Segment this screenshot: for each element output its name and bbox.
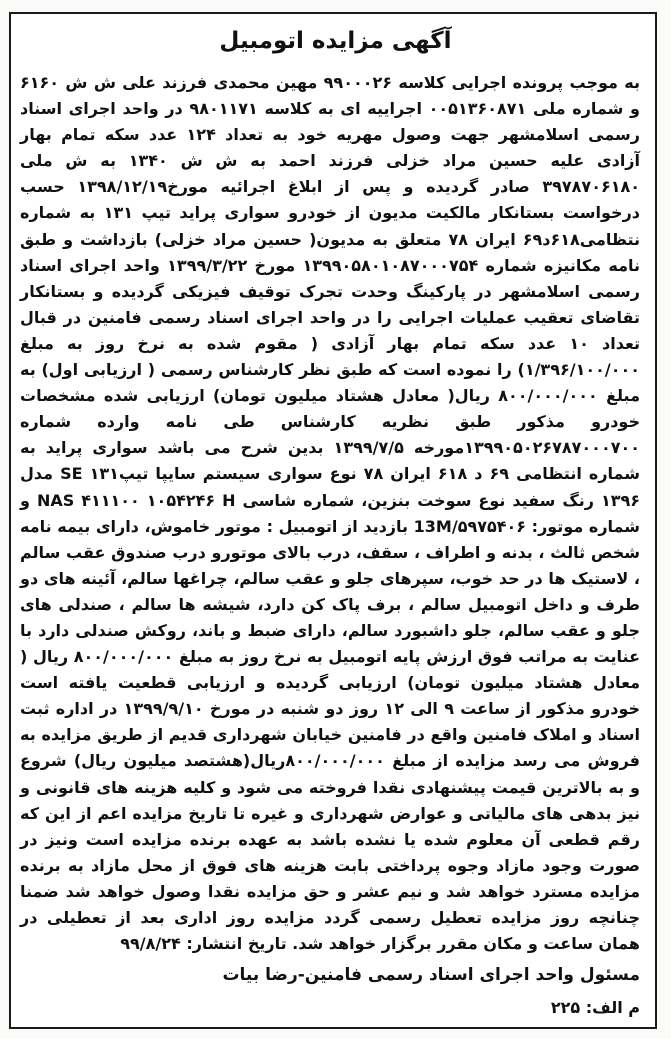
notice-signature: مسئول واحد اجرای اسناد رسمی فامنین-رضا بیات (222, 965, 640, 985)
notice-body: به موجب پرونده اجرایی کلاسه ۹۹۰۰۰۲۶ مهین محمدی فرزند علی ش ش ۶۱۶۰ و شماره ملی ۰۰۵۱۳۶۰۸۷۱ اجراییه ای به کلاسه ۹۸۰۱۱۷۱ در واحد اجرای اسناد رسمی اسلامشهر جهت وصول مهریه خود به تعداد ۱۲۴ عدد سکه تمام بهار آزادی علیه حسین مراد خزلی فرزند احمد به ش ش ۱۳۴۰ به ش ملی ۳۹۷۸۷۰۶۱۸۰ صادر گردیده و پس از ابلاغ اجرائیه مورخ۱۳۹۸/۱۲/۱۹ حسب درخواست بستانکار مالکیت مدیون از خودرو سواری پراید تیپ ۱۳۱ به شماره نتظامی۶۱۸د۶۹ ایران ۷۸ متعلق به مدیون( حسین مراد خزلی) بازداشت و طبق نامه مکانیزه شماره ۱۳۹۹۰۵۸۰۱۰۸۷۰۰۰۷۵۴ مورخ ۱۳۹۹/۳/۲۲ واحد اجرای اسناد رسمی اسلامشهر در پارکینگ وحدت تجرک توقیف فیزیکی گردیده و بستانکار تقاضای تعقیب عملیات اجرایی را در واحد اجرای اسناد رسمی فامنین در قبال تعداد ۱۰ عدد سکه تمام بهار آزادی ( مقوم شده به نرخ روز به مبلغ ۱/۳۹۶/۱۰۰/۰۰۰) را نموده است که طبق نظر کارشناس رسمی ( ارزیابی اول) به مبلغ ۸۰۰/۰۰۰/۰۰۰ ریال( معادل هشتاد میلیون تومان) ارزیابی شده مشخصات خودرو مذکور طبق نظریه کارشناس طی نامه وارده شماره ۱۳۹۹۰۵۰۲۶۷۸۷۰۰۰۷۰۰مورخه ۱۳۹۹/۷/۵ بدین شرح می باشد سواری پراید به شماره انتظامی ۶۹ د ۶۱۸ ایران ۷۸ نوع سواری سیستم سایپا تیپ۱۳۱ SE مدل ۱۳۹۶ رنگ سفید نوع سوخت بنزین، شماره شاسی NAS ۴۱۱۱۰۰ ۱۰۵۴۲۴۶ H و شماره موتور: 13M/۵۹۷۵۴۰۶ بازدید از اتومبیل : موتور خاموش، دارای بیمه نامه شخص ثالث ، بدنه و اطراف ، سقف، درب بالای موتورو درب صندوق عقب سالم ، لاستیک ها در حد خوب، سپرهای جلو و عقب سالم، چراغها سالم، آئینه های دو طرف و داخل اتومبیل سالم ، برف پاک کن دارد، شیشه ها سالم ، صندلی های جلو و عقب سالم، جلو داشبورد سالم، دارای ضبط و باند، روکش صندلی دارد با عنایت به مراتب فوق ارزش پایه اتومبیل به نرخ روز به مبلغ ۸۰۰/۰۰۰/۰۰۰ ریال ( معادل هشتاد میلیون تومان) ارزیابی گردیده و ارزیابی قطعیت یافته است خودرو مذکور از ساعت ۹ الی ۱۲ روز دو شنبه در مورخ ۱۳۹۹/۹/۱۰ در اداره ثبت اسناد و املاک فامنین واقع در فامنین خیابان شهرداری قدیم از طریق مزایده به فروش می رسد مزایده از مبلغ ۸۰۰/۰۰۰/۰۰۰ریال(هشتصد میلیون ریال) شروع و به بالاترین قیمت پیشنهادی نقدا فروخته می شود و کلیه هزینه های قانونی و نیز بدهی های مالیاتی و عوارض شهرداری و غیره تا تاریخ مزایده اعم از این که رقم قطعی آن معلوم شده یا نشده باشد به عهده برنده مزایده است ونیز در صورت وجود مازاد وجوه پرداختی بابت هزینه های فوق از محل مازاد به برنده مزایده مسترد خواهد شد و نیم عشر و حق مزایده نقدا وصول خواهد شد ضمنا چنانچه روز مزایده تعطیل رسمی گردد مزایده روز اداری بعد از تعطیلی در همان ساعت و مکان مقرر برگزار خواهد شد. تاریخ انتشار: ۹۹/۸/۲۴ (20, 73, 641, 954)
notice-title: آگهی مزایده اتومبیل (219, 28, 452, 54)
notice-reference: م الف: ۲۲۵ (550, 998, 640, 1017)
